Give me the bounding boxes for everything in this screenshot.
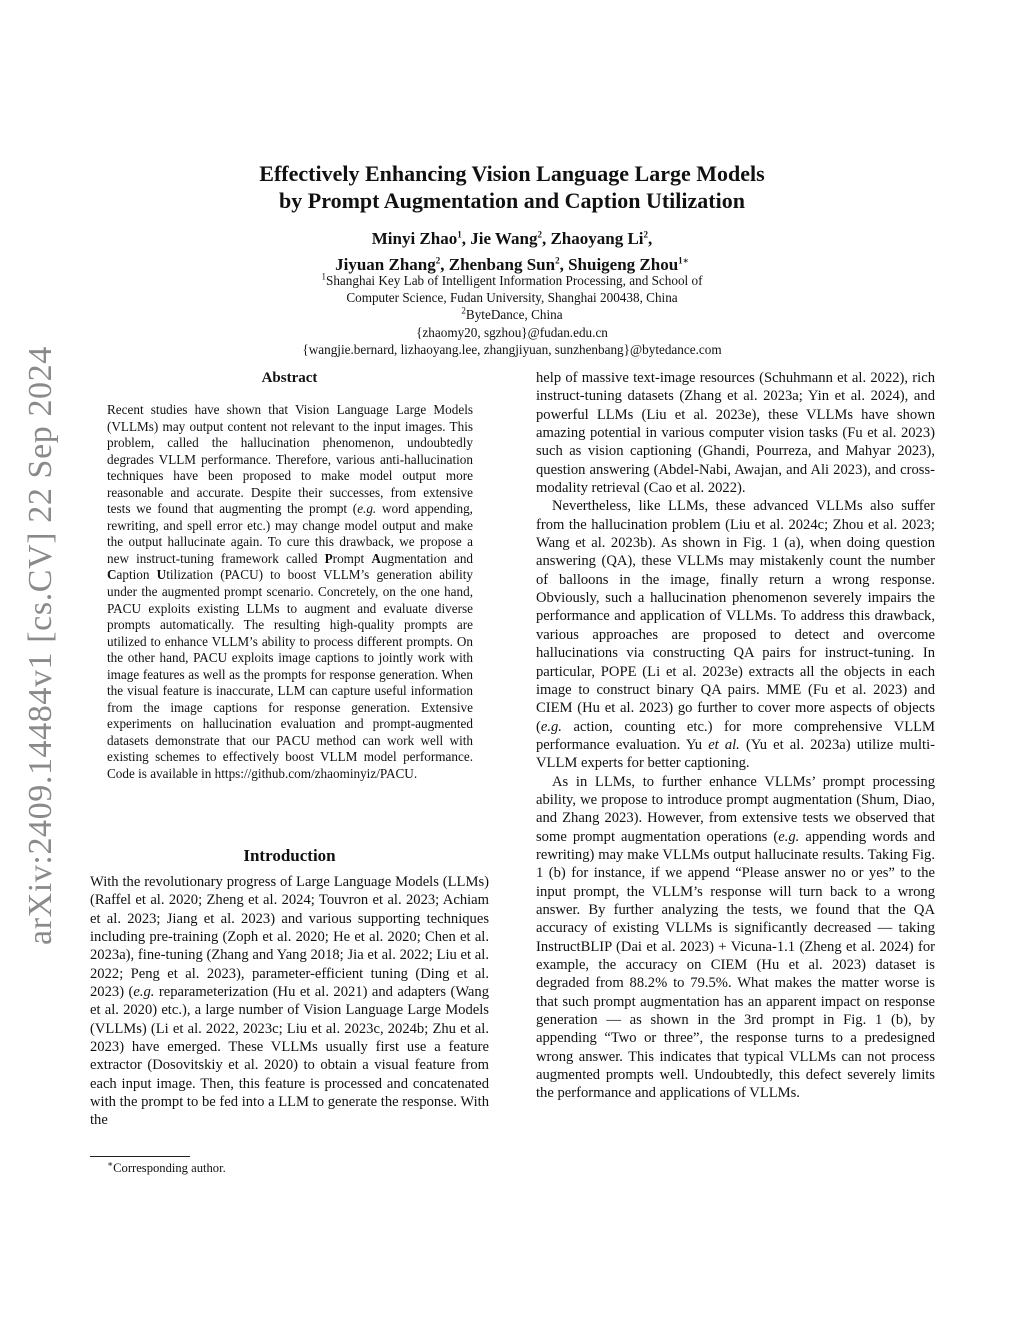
abstract-paragraph: Recent studies have shown that Vision Language Large Models (VLLMs) may output content not relevant to the input images. This problem, called the hallucination phenomenon, undoubtedly degrades VLLM performance. Therefore, various anti-hallucination techniques have been proposed to make model output more reasonable and accurate. Despite their successes, from extensive tests we found that augmenting the prompt (e.g. word appending, rewriting, and spell error etc.) may change model output and make the output hallucinate again. To cure this drawback, we propose a new instruct-tuning framework called Prompt Augmentation and Caption Utilization (PACU) to boost VLLM’s generation ability under the augmented prompt scenario. Concretely, on the one hand, PACU exploits existing LLMs to augment and evaluate diverse prompts automatically. The resulting high-quality prompts are utilized to enhance VLLM’s ability to process different prompts. On the other hand, PACU exploits image captions to jointly work with image features as well as the prompts for response generation. When the visual feature is inaccurate, LLM can capture useful information from the image captions for response generation. Extensive experiments on hallucination evaluation and prompt-augmented datasets demonstrate that our PACU method can work well with existing schemes to effectively boost VLLM model performance. Code is available in https://github.com/zhaominyiz/PACU. xyxy=(107,402,474,782)
affiliation-1-line-2: Computer Science, Fudan University, Shanghai 200438, China xyxy=(346,290,678,306)
title-line-1: Effectively Enhancing Vision Language Large Models xyxy=(259,161,765,186)
paper-title xyxy=(150,160,874,214)
arxiv-side-stamp: arXiv:2409.14484v1 [cs.CV] 22 Sep 2024 xyxy=(22,346,59,945)
affiliation-mark: 2 xyxy=(461,306,466,317)
author-line-1: Minyi Zhao$^1$, Jie Wang$^2$, Zhaoyang Li$^2$, xyxy=(371,229,653,248)
email-bytedance: {wangjie.bernard, lizhaoyang.lee, zhangjiyuan, sunzhenbang}@bytedance.com xyxy=(302,341,722,357)
affiliation-2: $^2$ByteDance, China xyxy=(461,306,563,323)
footnote: ∗Corresponding author. xyxy=(107,1158,226,1175)
author-affil-mark: 1∗ xyxy=(678,255,689,266)
author-affil-mark: 2 xyxy=(435,255,441,266)
author-line-2: Jiyuan Zhang$^2$, Zhenbang Sun$^2$, Shuigeng Zhou$^{1∗}$ xyxy=(335,255,689,274)
author-list xyxy=(150,226,874,278)
introduction-left-column xyxy=(90,873,489,1130)
author-name: Minyi Zhao xyxy=(371,229,458,248)
intro-paragraph-1: With the revolutionary progress of Large Language Models (LLMs) (Raffel et al. 2020; Zheng et al. 2024; Touvron et al. 2023; Achiam et al. 2023; Jiang et al. 2023) and various supporting techniques including pre-training (Zoph et al. 2020; He et al. 2020; Chen et al. 2023a), fine-tuning (Zhang and Yang 2018; Jia et al. 2022; Liu et al. 2022; Peng et al. 2023), parameter-efficient tuning (Ding et al. 2023) (e.g. reparameterization (Hu et al. 2021) and adapters (Wang et al. 2020) etc.), a large number of Vision Language Large Models (VLLMs) (Li et al. 2022, 2023c; Liu et al. 2023c, 2024b; Zhu et al. 2023) have emerged. These VLLMs usually first use a feature extractor (Dosovitskiy et al. 2020) to obtain a visual feature from each input image. Then, this feature is processed and concatenated with the prompt to be fed into a LLM to generate the response. With the xyxy=(90,874,489,1129)
intro-paragraph-3: As in LLMs, to further enhance VLLMs’ prompt processing ability, we propose to introduce prompt augmentation (Shum, Diao, and Zhang 2023). However, from extensive tests we observed that some prompt augmentation operations (e.g. appending words and rewriting) may make VLLMs output hallucinate results. Taking Fig. 1 (b) for instance, if we append “Please answer no or yes” to the input prompt, the VLLM’s response will turn back to a wrong answer. By further analyzing the tests, we found that the QA accuracy of existing VLLMs is significantly decreased — taking InstructBLIP (Dai et al. 2023) + Vicuna-1.1 (Zheng et al. 2024) for example, the accuracy on CIEM (Hu et al. 2023) dataset is degraded from 88.2% to 79.5%. What makes the matter worse is that such prompt augmentation has an apparent impact on response generation — as shown in the 3rd prompt in Fig. 1 (b), by appending “Two or three”, the response turns to a predesigned wrong answer. This indicates that typical VLLMs can not process augmented prompts well. Undoubtedly, this defect severely limits the performance and applications of VLLMs. xyxy=(536,773,936,1102)
abstract-heading: Abstract xyxy=(261,370,318,386)
introduction-right-column xyxy=(536,369,935,1103)
author-name: Shuigeng Zhou xyxy=(568,255,679,274)
author-name: Jie Wang xyxy=(470,229,538,248)
author-name: Zhenbang Sun xyxy=(448,255,556,274)
author-affil-mark: 2 xyxy=(537,229,542,240)
author-name: Jiyuan Zhang xyxy=(335,255,436,274)
author-affil-mark: 1 xyxy=(457,229,462,240)
author-affil-mark: 2 xyxy=(643,229,649,240)
title-line-2: by Prompt Augmentation and Caption Utilization xyxy=(279,188,745,213)
author-name: Zhaoyang Li xyxy=(550,229,644,248)
author-affil-mark: 2 xyxy=(555,255,560,266)
affiliation-mark: 1 xyxy=(321,271,326,282)
abstract-body xyxy=(107,402,473,783)
affiliation-1-line-1: $^1$Shanghai Key Lab of Intelligent Information Processing, and School of xyxy=(321,271,703,288)
footnote-rule xyxy=(90,1156,190,1157)
intro-paragraph-2: Nevertheless, like LLMs, these advanced VLLMs also suffer from the hallucination problem (Liu et al. 2024c; Zhou et al. 2023; Wang et al. 2023b). As shown in Fig. 1 (a), when doing question answering (QA), these VLLMs may mistakenly count the number of balloons in the image, finally return a wrong response. Obviously, such a hallucination phenomenon severely impairs the performance and application of VLLMs. To address this drawback, various approaches are proposed to detect and overcome hallucinations via constructing QA pairs for instruct-tuning. In particular, POPE (Li et al. 2023e) extracts all the objects in each image to construct binary QA pairs. MME (Fu et al. 2023) and CIEM (Hu et al. 2023) go further to cover more aspects of objects (e.g. action, counting etc.) for more comprehensive VLLM performance evaluation. Yu et al. (Yu et al. 2023a) utilize multi-VLLM experts for better captioning. xyxy=(536,498,935,772)
email-fudan: {zhaomy20, sgzhou}@fudan.edu.cn xyxy=(416,324,608,340)
affiliations xyxy=(150,272,874,358)
footnote-mark: ∗ xyxy=(107,1158,114,1169)
intro-paragraph-1-continued: help of massive text-image resources (Schuhmann et al. 2022), rich instruct-tuning datasets (Zhang et al. 2023a; Yin et al. 2024), and powerful LLMs (Liu et al. 2023e), these VLLMs have shown amazing potential in various computer vision tasks (Fu et al. 2023) such as vision captioning (Ghandi, Pourreza, and Mahyar 2023), question answering (Abdel-Nabi, Awajan, and Ali 2023), and cross-modality retrieval (Cao et al. 2022). xyxy=(536,370,935,497)
introduction-heading: Introduction xyxy=(243,846,336,865)
